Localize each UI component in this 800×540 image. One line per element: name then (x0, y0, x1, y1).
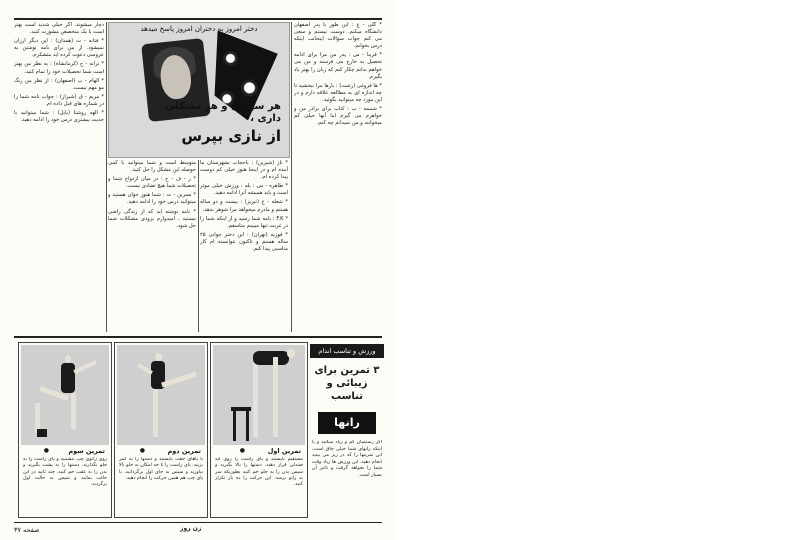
exercise-topic-box: رانها (318, 412, 376, 434)
exercise-2-illustration (117, 345, 205, 445)
qa-paragraph: * ها فروغی (رشت) : بارها مرا ببخشید تا چه اندازه ای به مطالعه علاقه دارم و در این مورد چه میتوانید بگوئید. (294, 82, 382, 103)
qa-column-left (14, 22, 104, 332)
qa-paragraph: دچار میشوند. اگر خیلی شدید است بهتر است با یک متخصص مشورت کنید. (14, 22, 104, 36)
qa-paragraph: * نامه نوشته اید که از زندگی راضی نیستید ، امیدوارم بزودی مشکلات شما حل شود. (108, 208, 196, 229)
qa-paragraph: متوسط است و شما میتوانید با کمی حوصله این مشکل را حل کنید. (108, 160, 196, 174)
column-divider (106, 22, 107, 332)
exercise-section (14, 340, 384, 520)
qa-paragraph: * ر - ف - ح : در میان ازدواج شما و تحصیلات شما هیچ تضادی نیست. (108, 176, 196, 190)
exercise-panel-2 (114, 342, 208, 518)
qa-paragraph: * فوزیه (تهران) : این دختر جوانی ۲۵ ساله هستم و تاکنون نتوانسته ام کار مناسبی پیدا کنم. (200, 231, 288, 253)
exercise-bullet-icon: ● (43, 447, 49, 454)
qa-column-right (294, 22, 382, 332)
qa-paragraph: * شعله - ع (تبریز) : بیست و دو ساله هستم و مادرم میخواهد مرا شوهر بدهد. (200, 199, 288, 213)
qa-column-mid1 (200, 160, 288, 332)
qa-headline-line2: از نازی بپرس (181, 127, 281, 145)
qa-paragraph: * نسرین - ت : شما هنوز جوان هستید و میتوانید درس خود را ادامه دهید. (108, 192, 196, 206)
exercise-3-body: روی زانوی چپ بنشینید و پای راست را به جلو بگذارید. دستها را به پشت بگیرید و بدن را به عقب خم کنید. چند ثانیه در این حالت بمانید و سپس به حالت اول برگردید. (23, 457, 107, 488)
magazine-page (0, 0, 396, 540)
exercise-panel-3 (18, 342, 112, 518)
qa-paragraph: * ترانه - ح (کرمانشاه) : به نظر من بهتر است شما تحصیلات خود را تمام کنید. (14, 61, 104, 75)
exercise-3-title: تمرین سوم (68, 447, 105, 455)
exercise-intro: اگر رستمیان کم و زیاد میکنید و یا اینکه رانهای شما خیلی چاق است، این تمرینها را که در زیر می بینید انجام دهید. این ورزش ها زیاد وقت شما را نخواهد گرفت و تاثیر آن بسیار است. (312, 440, 382, 478)
qa-paragraph: * گلی - ع : این طور با پدر اصفهان دانشگاه میکنم. دوست نیستم و سعی می کنم جواب سؤالات اینجانب اینکه درس بخوانم. (294, 22, 382, 50)
page-number: صفحه ۳۷ (14, 526, 40, 534)
qa-paragraph: * فتانه - ت (همدان) : این دیگر ارزان نمیشود. از من برای نامه نوشتن به عروسی دعوت کرده اید متشکرم. (14, 38, 104, 59)
exercise-1-title: تمرین اول (267, 447, 301, 455)
qa-paragraph: * الهه روشنا (بابل) : شما میتوانید با جدیت بیشتری درس خود را ادامه دهید. (14, 110, 104, 124)
qa-paragraph: * فریبا - س : پدر من مرا برای ادامه تحصیل به خارج می فرستد و من می خواهم بدانم چکار کنم که زبان را بهتر یاد بگیرم. (294, 52, 382, 80)
qa-paragraph: * F.K : نامه شما رسید و از اینکه شما را در غربت تنها میبینم متاسفم. (200, 215, 288, 229)
column-divider (198, 160, 199, 332)
qa-paragraph: * مریم - ق (شیراز) : جواب نامه شما را در شماره های قبل داده ام. (14, 93, 104, 107)
exercise-section-tag: ورزش و تناسب اندام (310, 344, 384, 358)
exercise-2-title: تمرین دوم (167, 447, 201, 455)
exercise-bullet-icon: ● (239, 447, 245, 454)
exercise-3-illustration (21, 345, 109, 445)
qa-column-mid2 (108, 160, 196, 332)
qa-header-caption: دختر امروز به دختران امروز پاسخ میدهد (140, 25, 258, 33)
qa-paragraph: * الهام - ب (اصفهان) : از نظر من رنگ مو مهم نیست. (14, 77, 104, 91)
exercise-title-block (310, 342, 384, 516)
magazine-logo: زن روز (180, 525, 202, 532)
qa-headline-line1: هر سؤالی و هر مشکلی داری ، (164, 101, 281, 124)
exercise-bullet-icon: ● (139, 447, 145, 454)
top-rule (14, 18, 382, 20)
exercise-1-illustration (213, 345, 305, 445)
exercise-2-body: با پاهای جفت بایستید و دستها را به کمر بزنید. پای راست را تا حد امکان به جلو بالا بیاورید و سپس به جای اول برگردانید. با پای چپ هم همین حرکت را انجام دهید. (119, 457, 203, 481)
section-rule (14, 336, 382, 338)
qa-paragraph: * ناز (شیرین) : باحجاب بشهرستان ما آمده ام و در اینجا هنوز خیلی کم دوست پیدا کرده ام. (200, 160, 288, 181)
qa-paragraph: * طاهره - س : بله ، ورزش خیلی موثر است و باید همیشه آنرا ادامه دهید. (200, 183, 288, 197)
column-divider (291, 22, 292, 332)
footer-rule (14, 522, 382, 523)
exercise-title: ۳ تمرین برای زیبائی و تناسب (314, 365, 380, 402)
exercise-1-body: مستقیم بایستید و پای راست را روی لبه صندلی قرار دهید. دستها را بالا بگیرید و سپس بدن را به جلو خم کنید بطوریکه سر به زانو برسد. این حرکت را ده بار تکرار کنید. (215, 457, 303, 488)
qa-headline (141, 101, 281, 145)
qa-header-photo (108, 22, 290, 158)
exercise-panel-1 (210, 342, 308, 518)
qa-paragraph: * شبنمه - ب : کتاب برای برادر من و خواهرم می گیرم اما آنها خیلی کم میخوانند و من نمیدانم چه کنم. (294, 106, 382, 127)
